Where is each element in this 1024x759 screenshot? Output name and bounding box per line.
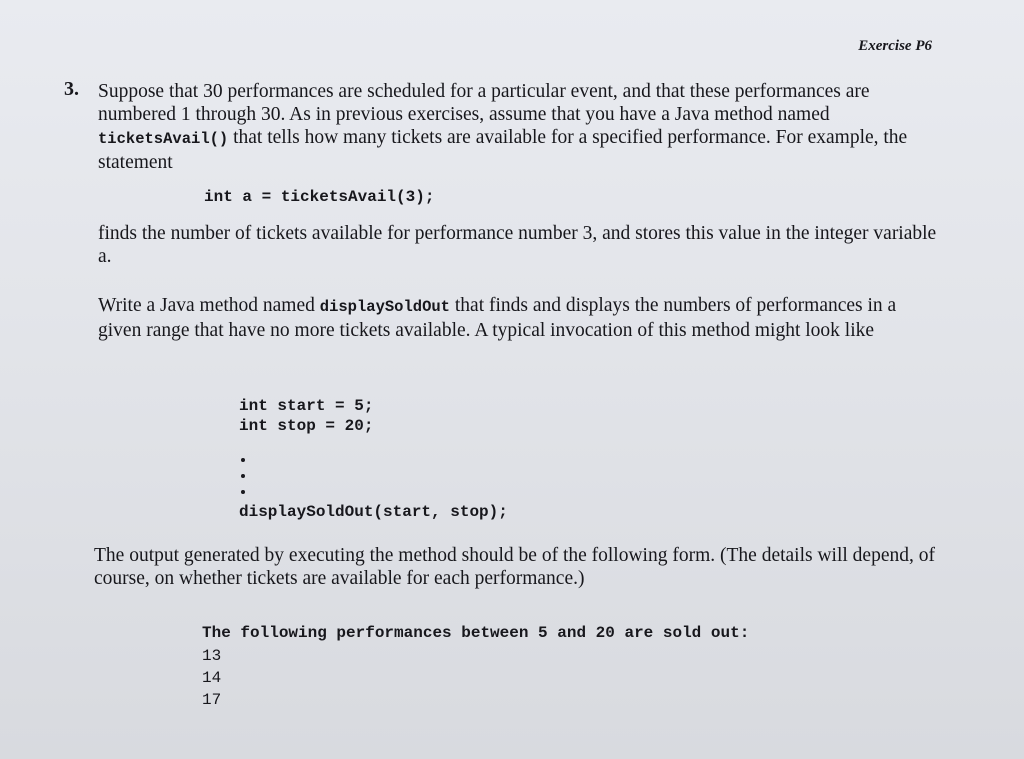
- task-text-after: that finds and displays the numbers of performances in a given range that have no more tickets available. A typical invocation of this method might look like: [98, 295, 897, 341]
- question-number: 3.: [64, 78, 79, 100]
- task-text-before: Write a Java method named: [98, 295, 320, 316]
- output-value: 13: [202, 647, 222, 665]
- intro-text-after: that tells how many tickets are available for a specified performance. For example, the statement: [98, 127, 908, 173]
- code-line-stop: int stop = 20;: [239, 417, 374, 435]
- paragraph-intro: [98, 80, 938, 174]
- code-statement: int a = ticketsAvail(3);: [204, 188, 435, 206]
- method-name-tickets-avail: ticketsAvail(): [98, 130, 229, 148]
- code-line-invocation: displaySoldOut(start, stop);: [239, 503, 508, 521]
- code-line-start: int start = 5;: [239, 397, 374, 415]
- exercise-label: Exercise P6: [858, 38, 932, 54]
- ellipsis-dot: [241, 458, 245, 462]
- paragraph-explanation: finds the number of tickets available for performance number 3, and stores this value in the integer variable a.: [98, 223, 937, 267]
- paragraph-output-description: The output generated by executing the method should be of the following form. (The details will depend, of course, on whether tickets are available for each performance.): [94, 545, 935, 589]
- method-name-display-sold-out: displaySoldOut: [319, 298, 450, 316]
- intro-text-before: Suppose that 30 performances are scheduled for a particular event, and that these performances are numbered 1 through 30. As in previous exercises, assume that you have a Java method named: [98, 81, 870, 125]
- output-value: 14: [202, 669, 222, 687]
- ellipsis-dot: [241, 474, 245, 478]
- ellipsis-dot: [241, 490, 245, 494]
- paragraph-task: [98, 294, 938, 342]
- output-header-line: The following performances between 5 and 20 are sold out:: [202, 624, 750, 642]
- output-value: 17: [202, 691, 222, 709]
